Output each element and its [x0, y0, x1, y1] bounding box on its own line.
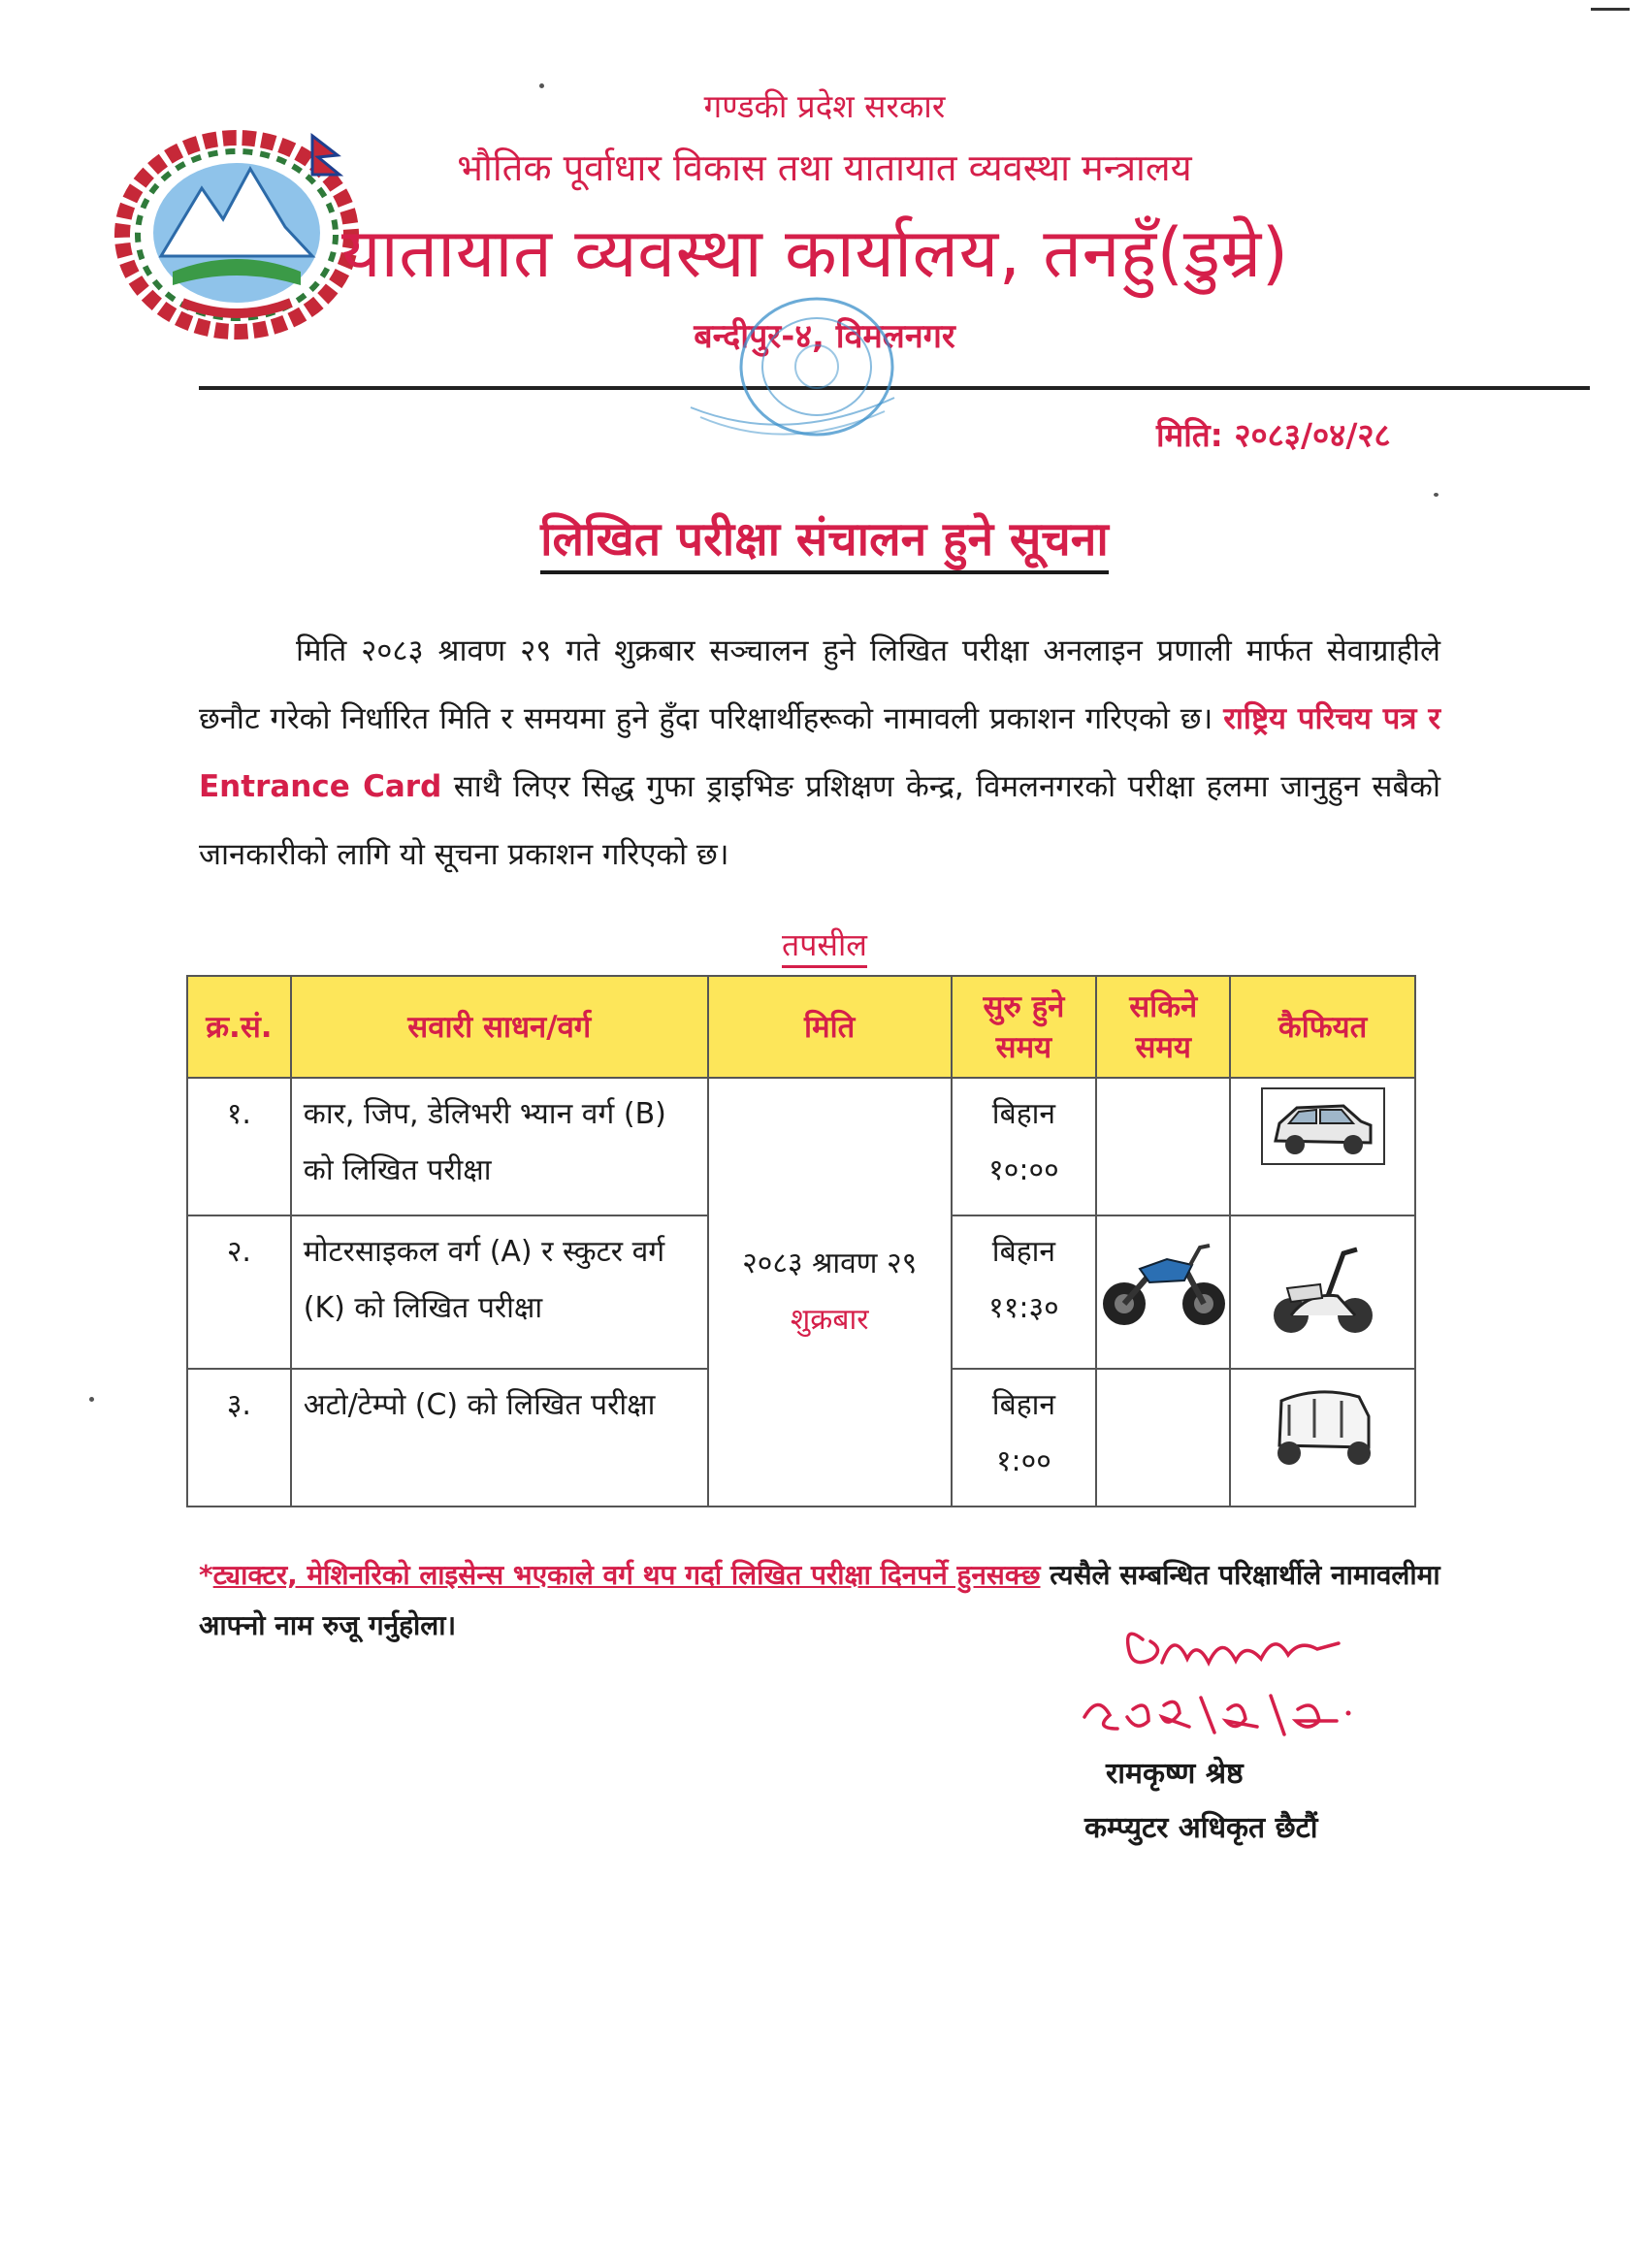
office-address: बन्दीपुर-४, विमलनगर	[694, 317, 955, 356]
body-highlight: राष्ट्रिय परिचय पत्र र Entrance Card	[199, 701, 1441, 804]
signer-designation: कम्प्युटर अधिकृत छैटौं	[1084, 1811, 1318, 1845]
notice-body	[199, 617, 1440, 889]
header-sn: क्र.सं.	[187, 976, 291, 1078]
body-part-2: साथै लिएर सिद्ध गुफा ड्राइभिङ प्रशिक्षण केन्द्र, विमलनगरको परीक्षा हलमा जानुहुन सबैको जानकारीको लागि यो सूचना प्रकाशन गरिएको छ।	[199, 769, 1440, 872]
header-start-time: सुरु हुने समय	[952, 976, 1097, 1078]
ministry-name: भौतिक पूर्वाधार विकास तथा यातायात व्यवस्था मन्त्रालय	[457, 146, 1192, 189]
header-vehicle: सवारी साधन/वर्ग	[291, 976, 708, 1078]
table-header-row	[187, 976, 1415, 1078]
start-time: १०:००	[988, 1153, 1059, 1187]
office-name: यातायात व्यवस्था कार्यालय, तनहुँ(डुम्रे)	[341, 213, 1289, 293]
exam-schedule-table	[186, 975, 1416, 1507]
row-remarks	[1230, 1369, 1415, 1507]
government-name: गण्डकी प्रदेश सरकार	[703, 87, 946, 125]
row-vehicle: मोटरसाइकल वर्ग (A) र स्कुटर वर्ग (K) को लिखित परीक्षा	[291, 1215, 708, 1369]
row-end-time	[1096, 1078, 1230, 1215]
row-vehicle: कार, जिप, डेलिभरी भ्यान वर्ग (B) को लिखित परीक्षा	[291, 1078, 708, 1215]
row-sn: २.	[187, 1215, 291, 1369]
body-part-1: मिति २०८३ श्रावण २९ गते शुक्रबार सञ्चालन हुने लिखित परीक्षा अनलाइन प्रणाली मार्फत सेवाग्राहीले छनौट गरेको निर्धारित मिति र समयमा हुने हुँदा परिक्षार्थीहरूको नामावली प्रकाशन गरिएको छ।	[199, 633, 1440, 736]
auto-rickshaw-icon	[1260, 1377, 1386, 1474]
row-start-time	[952, 1078, 1097, 1215]
table-caption-text: तपसील	[782, 926, 867, 968]
table-caption	[0, 923, 1649, 965]
row-vehicle: अटो/टेम्पो (C) को लिखित परीक्षा	[291, 1369, 708, 1507]
car-icon	[1260, 1086, 1386, 1166]
start-time: ११:३०	[988, 1291, 1059, 1325]
exam-day: शुक्रबार	[790, 1303, 869, 1337]
footnote-rest: त्यसैले सम्बन्धित परिक्षार्थीले नामावलीमा आफ्नो नाम रुजू गर्नुहोला।	[199, 1559, 1440, 1641]
scan-edge-mark	[1591, 8, 1630, 11]
motorcycle-icon	[1099, 1226, 1227, 1333]
notice-title-text: लिखित परीक्षा संचालन हुने सूचना	[540, 512, 1109, 574]
exam-date-cell	[708, 1078, 952, 1507]
start-label: बिहान	[991, 1235, 1056, 1269]
start-time: १:००	[995, 1444, 1051, 1478]
row-remarks	[1230, 1078, 1415, 1215]
header-end-time: सकिने समय	[1096, 976, 1230, 1078]
row-sn: १.	[187, 1078, 291, 1215]
start-label: बिहान	[991, 1388, 1056, 1422]
office-stamp-icon	[671, 291, 923, 456]
table-row	[187, 1078, 1415, 1215]
header-date: मिति	[708, 976, 952, 1078]
row-remarks	[1230, 1215, 1415, 1369]
footnote-star: *	[199, 1559, 213, 1591]
signer-name: रामकृष्ण श्रेष्ठ	[1106, 1757, 1244, 1791]
row-start-time	[952, 1215, 1097, 1369]
row-start-time	[952, 1369, 1097, 1507]
row-end-time	[1096, 1369, 1230, 1507]
scooter-icon	[1270, 1224, 1376, 1341]
start-label: बिहान	[991, 1097, 1056, 1131]
scan-speck	[1434, 493, 1439, 497]
footnote-highlight: ट्याक्टर, मेशिनरिको लाइसेन्स भएकाले वर्ग थप गर्दा लिखित परीक्षा दिनपर्ने हुनसक्छ	[212, 1559, 1041, 1591]
header-remarks: कैफियत	[1230, 976, 1415, 1078]
notice-date: मिति: २०८३/०४/२८	[1156, 416, 1391, 454]
row-sn: ३.	[187, 1369, 291, 1507]
exam-date: २०८३ श्रावण २९	[742, 1247, 918, 1280]
row-end-time	[1096, 1215, 1230, 1369]
scan-speck	[89, 1397, 94, 1402]
notice-title	[0, 506, 1649, 569]
